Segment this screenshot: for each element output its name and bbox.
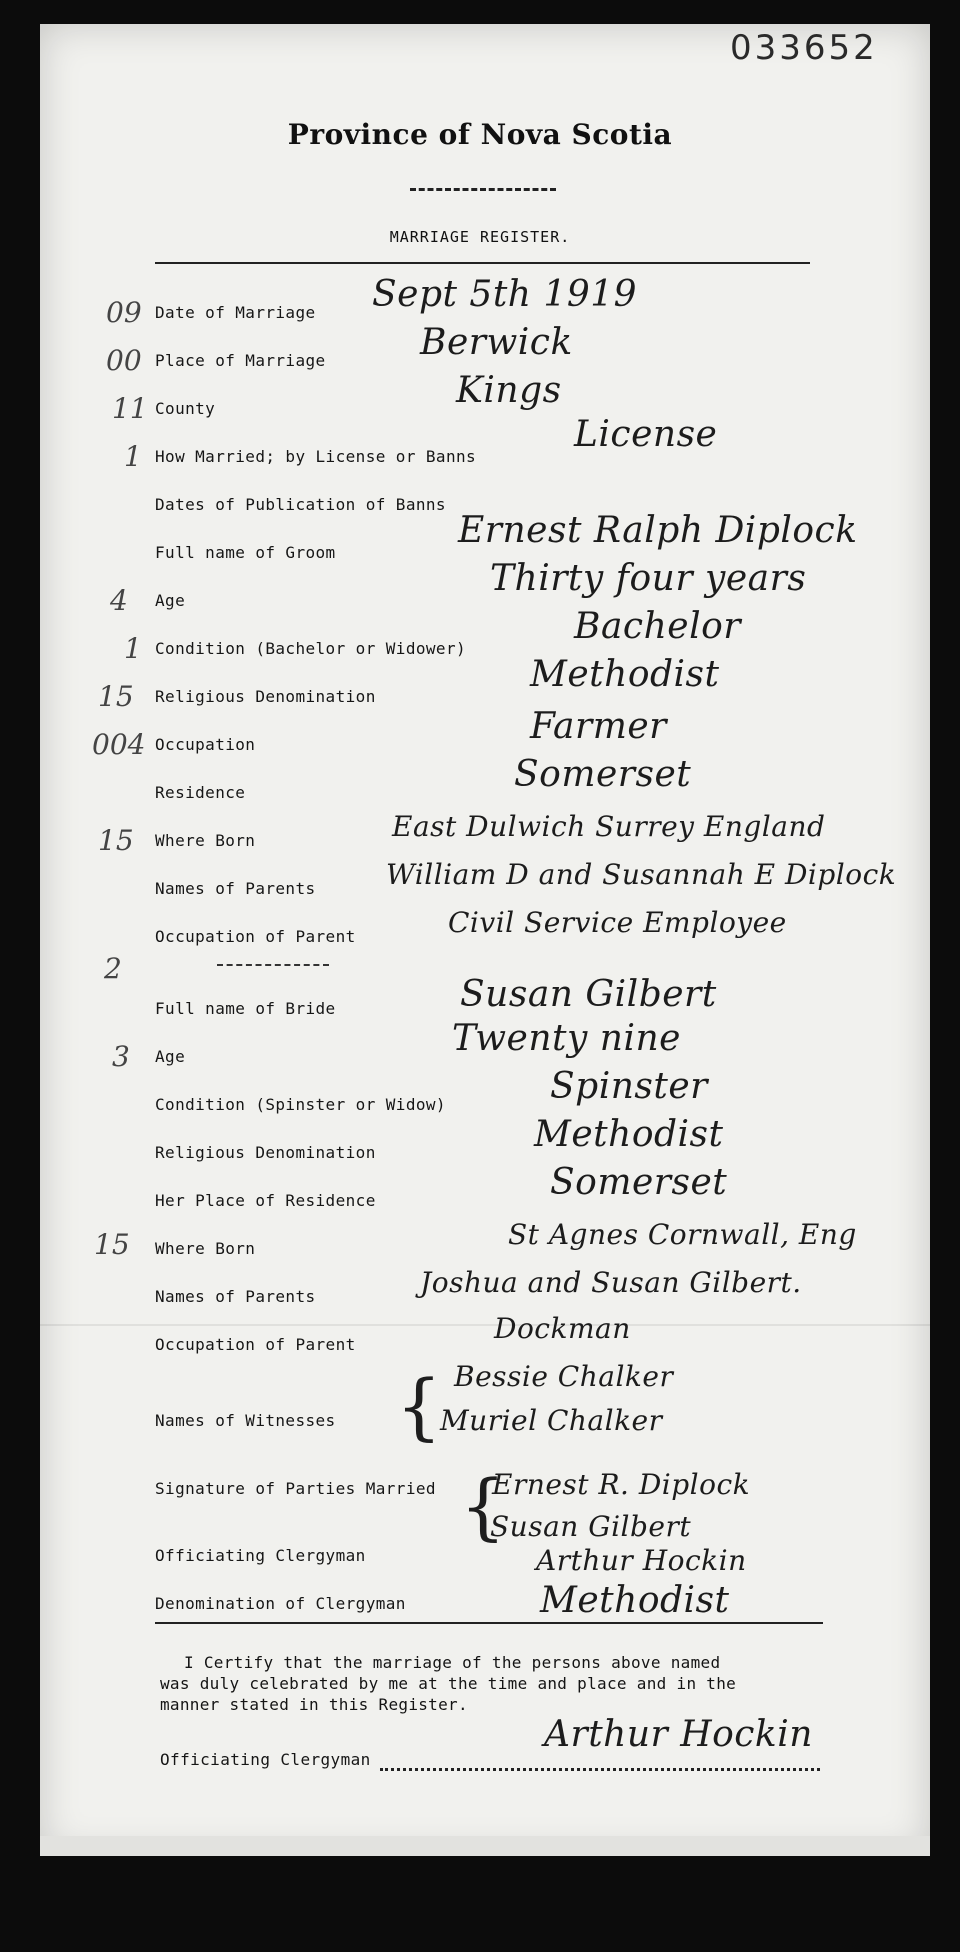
value-bride-name: Susan Gilbert: [460, 974, 717, 1015]
margin-code: 004: [92, 728, 146, 761]
value-bride-parents: Joshua and Susan Gilbert.: [420, 1266, 802, 1299]
province-title: Province of Nova Scotia: [287, 118, 673, 151]
value-bride-condition: Spinster: [550, 1066, 708, 1107]
section-rule: [155, 1622, 823, 1624]
field-label-bride-age: Age: [155, 1047, 186, 1066]
margin-code: 3: [112, 1040, 130, 1073]
field-label-clergyman: Officiating Clergyman: [155, 1546, 366, 1565]
margin-code: 09: [106, 296, 142, 329]
value-signature-bride: Susan Gilbert: [490, 1510, 692, 1543]
value-place: Berwick: [420, 322, 573, 363]
value-signature-groom: Ernest R. Diplock: [492, 1468, 751, 1501]
field-label-county: County: [155, 399, 216, 418]
witness-brace: {: [396, 1364, 442, 1448]
field-label-groom-age: Age: [155, 591, 186, 610]
margin-code: 1: [124, 632, 142, 665]
register-title: MARRIAGE REGISTER.: [389, 228, 571, 246]
header-rule: [155, 262, 810, 264]
certificate-text: [160, 1652, 830, 1715]
margin-code: 2: [104, 952, 122, 985]
certificate-line: was duly celebrated by me at the time and place and in the: [160, 1674, 737, 1693]
field-label-clergy-denomination: Denomination of Clergyman: [155, 1594, 406, 1613]
margin-code: 1: [124, 440, 142, 473]
margin-code: 11: [112, 392, 148, 425]
field-label-groom-condition: Condition (Bachelor or Widower): [155, 639, 467, 658]
value-bride-parent-occupation: Dockman: [494, 1312, 631, 1345]
value-clergy-denomination: Methodist: [540, 1580, 730, 1621]
section-separator: [217, 952, 307, 971]
signature-dotted-line: [380, 1768, 820, 1771]
field-label-bride-condition: Condition (Spinster or Widow): [155, 1095, 446, 1114]
field-label-signatures: Signature of Parties Married: [155, 1479, 436, 1498]
field-label-witnesses: Names of Witnesses: [155, 1411, 336, 1430]
certificate-signature: Arthur Hockin: [544, 1714, 813, 1755]
field-label-bride-parents: Names of Parents: [155, 1287, 316, 1306]
value-clergyman: Arthur Hockin: [536, 1544, 747, 1577]
field-label-bride-birthplace: Where Born: [155, 1239, 256, 1258]
value-groom-parent-occupation: Civil Service Employee: [448, 906, 787, 939]
title-divider: [410, 188, 556, 191]
margin-code: 15: [98, 824, 134, 857]
value-witness-1: Bessie Chalker: [454, 1360, 674, 1393]
value-groom-condition: Bachelor: [574, 606, 741, 647]
field-label-groom-religion: Religious Denomination: [155, 687, 376, 706]
value-groom-parents: William D and Susannah E Diplock: [386, 858, 897, 891]
value-groom-age: Thirty four years: [490, 558, 807, 599]
field-label-bride-residence: Her Place of Residence: [155, 1191, 376, 1210]
field-label-groom-residence: Residence: [155, 783, 246, 802]
certificate-line: I Certify that the marriage of the persons above named: [184, 1653, 721, 1672]
field-label-bride-name: Full name of Bride: [155, 999, 336, 1018]
value-groom-name: Ernest Ralph Diplock: [458, 510, 858, 551]
field-label-bride-religion: Religious Denomination: [155, 1143, 376, 1162]
field-label-groom-birthplace: Where Born: [155, 831, 256, 850]
field-label-groom-occupation: Occupation: [155, 735, 256, 754]
value-groom-birthplace: East Dulwich Surrey England: [392, 810, 826, 843]
certificate-line: manner stated in this Register.: [160, 1695, 468, 1714]
field-label-groom-parent-occupation: Occupation of Parent: [155, 927, 356, 946]
margin-code: 15: [98, 680, 134, 713]
margin-code: 15: [94, 1228, 130, 1261]
field-label-bride-parent-occupation: Occupation of Parent: [155, 1335, 356, 1354]
signature-brace: {: [460, 1464, 506, 1548]
margin-code: 00: [106, 344, 142, 377]
value-groom-residence: Somerset: [514, 754, 692, 795]
field-label-date: Date of Marriage: [155, 303, 316, 322]
value-county: Kings: [456, 370, 562, 411]
value-groom-occupation: Farmer: [530, 706, 667, 747]
serial-number: 033652: [730, 28, 878, 68]
field-label-how-married: How Married; by License or Banns: [155, 447, 477, 466]
value-groom-religion: Methodist: [530, 654, 720, 695]
certificate-sign-label: Officiating Clergyman: [160, 1750, 371, 1769]
field-label-groom-name: Full name of Groom: [155, 543, 336, 562]
value-bride-religion: Methodist: [534, 1114, 724, 1155]
value-bride-age: Twenty nine: [452, 1018, 681, 1059]
margin-code: 4: [110, 584, 128, 617]
field-label-banns: Dates of Publication of Banns: [155, 495, 446, 514]
section-divider: [217, 964, 329, 966]
value-how-married: License: [574, 414, 718, 455]
field-label-groom-parents: Names of Parents: [155, 879, 316, 898]
value-date: Sept 5th 1919: [372, 274, 638, 315]
value-witness-2: Muriel Chalker: [440, 1404, 663, 1437]
value-bride-residence: Somerset: [550, 1162, 728, 1203]
field-label-place: Place of Marriage: [155, 351, 326, 370]
value-bride-birthplace: St Agnes Cornwall, Eng: [508, 1218, 857, 1251]
